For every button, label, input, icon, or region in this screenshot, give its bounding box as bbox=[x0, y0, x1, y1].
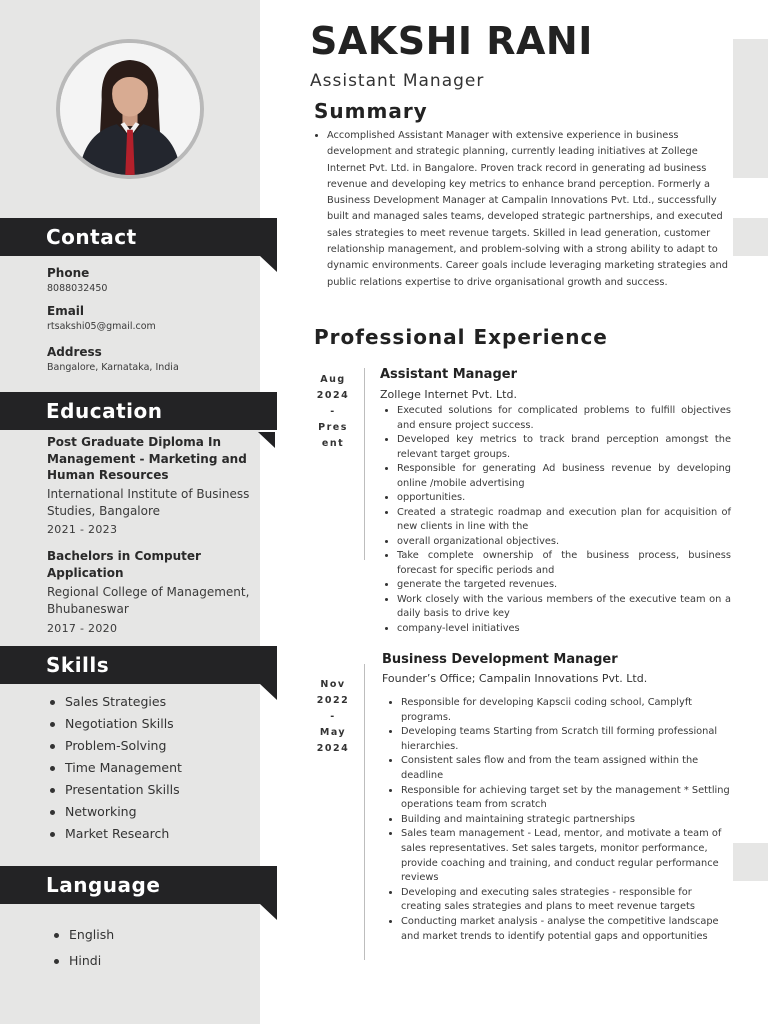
skills-heading: Skills bbox=[0, 646, 277, 684]
job-2-responsibilities bbox=[384, 696, 730, 944]
job-1-dates bbox=[313, 372, 353, 452]
candidate-name: SAKSHI RANI bbox=[310, 19, 593, 63]
date-line: - bbox=[330, 711, 336, 722]
responsibility-item: generate the targeted revenues. bbox=[380, 578, 731, 593]
education-years-1: 2021 - 2023 bbox=[47, 523, 118, 536]
edge-tab-middle bbox=[733, 218, 768, 256]
date-line: 2024 bbox=[316, 390, 350, 401]
email-value: rtsakshi05@gmail.com bbox=[47, 321, 156, 332]
address-value: Bangalore, Karnataka, India bbox=[47, 362, 179, 373]
education-institution-2: Regional College of Management, Bhubaneswar bbox=[47, 585, 250, 616]
timeline-divider-1 bbox=[364, 368, 365, 560]
summary-text: Accomplished Assistant Manager with extensive experience in business development and strategic planning, currently leading initiatives at Zollege Internet Pvt. Ltd. in Bangalore. Proven track record in generating ad business revenue and developing key metrics to enhance brand perception. Formerly a Business Development Manager at Campalin Innovations Pvt. Ltd., successfully built and managed sales teams, developed strategic partnerships, and executed sales strategies to meet revenue targets. Skilled in lead generation, customer relationship management, and problem-solving with a strong ability to adapt to dynamic environments. Career goals include leveraging marketing strategies and public relations expertise to drive organisational growth and success. bbox=[314, 128, 730, 291]
profile-photo bbox=[56, 39, 204, 179]
education-heading: Education bbox=[0, 392, 277, 430]
responsibility-item: Created a strategic roadmap and execution plan for acquisition of new clients in line with the bbox=[380, 506, 731, 535]
date-line: 2022 bbox=[316, 695, 350, 706]
skill-item: Market Research bbox=[48, 826, 182, 848]
email-label: Email bbox=[47, 304, 85, 318]
responsibility-item: Building and maintaining strategic partnerships bbox=[384, 813, 730, 828]
date-line: Pres bbox=[318, 422, 348, 433]
contact-heading: Contact bbox=[0, 218, 277, 256]
education-years-2: 2017 - 2020 bbox=[47, 622, 118, 635]
education-banner-fold bbox=[258, 432, 275, 448]
date-line: - bbox=[330, 406, 336, 417]
skill-item: Networking bbox=[48, 804, 182, 826]
language-item: Hindi bbox=[52, 953, 114, 979]
date-line: May bbox=[319, 727, 347, 738]
job-1-responsibilities bbox=[380, 404, 731, 636]
responsibility-item: Work closely with the various members of the executive team on a daily basis to drive key bbox=[380, 593, 731, 622]
job-1-title: Assistant Manager bbox=[380, 367, 517, 382]
job-2-title: Business Development Manager bbox=[382, 652, 618, 667]
responsibility-item: Executed solutions for complicated problems to fulfill objectives and ensure project success. bbox=[380, 404, 731, 433]
skill-item: Problem-Solving bbox=[48, 738, 182, 760]
job-2-company: Founder’s Office; Campalin Innovations Pvt. Ltd. bbox=[382, 672, 648, 685]
responsibility-item: overall organizational objectives. bbox=[380, 535, 731, 550]
date-line: ent bbox=[321, 438, 345, 449]
date-line: Nov bbox=[320, 679, 346, 690]
education-institution-1: International Institute of Business Studies, Bangalore bbox=[47, 487, 250, 518]
responsibility-item: Developed key metrics to track brand perception amongst the relevant target groups. bbox=[380, 433, 731, 462]
phone-label: Phone bbox=[47, 266, 90, 280]
responsibility-item: Take complete ownership of the business process, business forecast for specific periods and bbox=[380, 549, 731, 578]
responsibility-item: Conducting market analysis - analyse the competitive landscape and market trends to identify potential gaps and opportunities bbox=[384, 915, 730, 944]
education-degree-1: Post Graduate Diploma In Management - Marketing and Human Resources bbox=[47, 435, 247, 482]
summary-heading: Summary bbox=[314, 99, 428, 123]
date-line: Aug bbox=[320, 374, 346, 385]
job-1-company: Zollege Internet Pvt. Ltd. bbox=[380, 388, 517, 401]
responsibility-item: Developing and executing sales strategies - responsible for creating sales strategies and plans to meet revenue targets bbox=[384, 886, 730, 915]
responsibility-item: company-level initiatives bbox=[380, 622, 731, 637]
address-label: Address bbox=[47, 345, 102, 359]
responsibility-item: Responsible for generating Ad business revenue by developing online /mobile advertising bbox=[380, 462, 731, 491]
responsibility-item: Responsible for developing Kapscii coding school, Camplyft programs. bbox=[384, 696, 730, 725]
skills-list bbox=[48, 694, 182, 848]
candidate-role: Assistant Manager bbox=[310, 71, 485, 91]
responsibility-item: Developing teams Starting from Scratch till forming professional hierarchies. bbox=[384, 725, 730, 754]
experience-heading: Professional Experience bbox=[314, 325, 608, 349]
edge-tab-top bbox=[733, 39, 768, 178]
language-item: English bbox=[52, 927, 114, 953]
phone-value: 8088032450 bbox=[47, 283, 108, 294]
skill-item: Sales Strategies bbox=[48, 694, 182, 716]
timeline-divider-2 bbox=[364, 664, 365, 960]
responsibility-item: Sales team management - Lead, mentor, and motivate a team of sales representatives. Set sales targets, monitor performance, provide coaching and training, and conduct regular performance reviews bbox=[384, 827, 730, 885]
language-heading: Language bbox=[0, 866, 277, 904]
responsibility-item: Consistent sales flow and from the team assigned within the deadline bbox=[384, 754, 730, 783]
skills-banner-fold bbox=[260, 684, 277, 700]
responsibility-item: Responsible for achieving target set by the management * Settling operations team from scratch bbox=[384, 784, 730, 813]
language-banner-fold bbox=[260, 904, 277, 920]
language-list bbox=[52, 927, 114, 979]
skill-item: Presentation Skills bbox=[48, 782, 182, 804]
edge-tab-bottom bbox=[733, 843, 768, 881]
education-degree-2: Bachelors in Computer Application bbox=[47, 549, 201, 580]
skill-item: Negotiation Skills bbox=[48, 716, 182, 738]
responsibility-item: opportunities. bbox=[380, 491, 731, 506]
contact-banner-fold bbox=[260, 256, 277, 272]
profile-photo-image bbox=[60, 43, 200, 175]
skill-item: Time Management bbox=[48, 760, 182, 782]
job-2-dates bbox=[313, 677, 353, 757]
date-line: 2024 bbox=[316, 743, 350, 754]
